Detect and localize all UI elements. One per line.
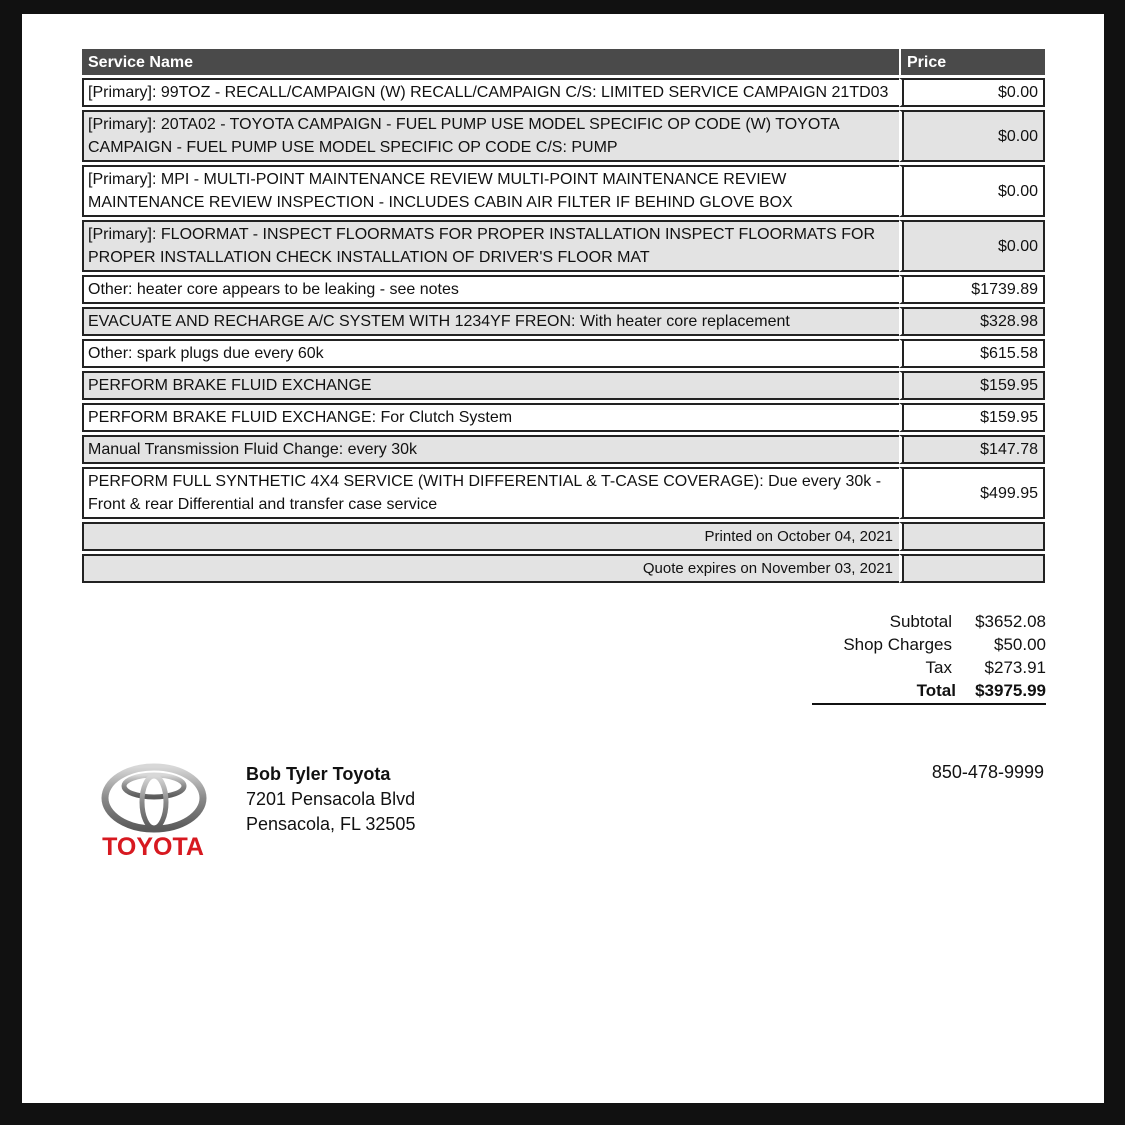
expiry-date: Quote expires on November 03, 2021 bbox=[82, 554, 899, 583]
service-cell: EVACUATE AND RECHARGE A/C SYSTEM WITH 1234YF FREON: With heater core replacement bbox=[82, 307, 899, 336]
subtotal-row bbox=[812, 610, 1046, 633]
table-row bbox=[82, 467, 1045, 519]
table-row bbox=[82, 165, 1045, 217]
price-cell: $0.00 bbox=[899, 110, 1045, 162]
quote-sheet bbox=[22, 14, 1104, 1103]
expires-row bbox=[82, 554, 1045, 583]
empty-cell bbox=[899, 554, 1045, 583]
price-cell: $615.58 bbox=[899, 339, 1045, 368]
service-cell: [Primary]: MPI - MULTI-POINT MAINTENANCE REVIEW MULTI-POINT MAINTENANCE REVIEW MAINTENANCE REVIEW INSPECTION - INCLUDES CABIN AIR FILTER IF BEHIND GLOVE BOX bbox=[82, 165, 899, 217]
tax-value: $273.91 bbox=[984, 657, 1046, 677]
tax-label: Tax bbox=[925, 657, 952, 677]
price-cell: $159.95 bbox=[899, 371, 1045, 400]
service-cell: PERFORM FULL SYNTHETIC 4X4 SERVICE (WITH DIFFERENTIAL & T-CASE COVERAGE): Due every 30k - Front & rear Differential and transfer case service bbox=[82, 467, 899, 519]
price-cell: $0.00 bbox=[899, 220, 1045, 272]
tax-row bbox=[812, 656, 1046, 679]
service-cell: PERFORM BRAKE FLUID EXCHANGE bbox=[82, 371, 899, 400]
service-cell: Manual Transmission Fluid Change: every 30k bbox=[82, 435, 899, 464]
table-row bbox=[82, 403, 1045, 432]
price-cell: $499.95 bbox=[899, 467, 1045, 519]
service-cell: PERFORM BRAKE FLUID EXCHANGE: For Clutch System bbox=[82, 403, 899, 432]
service-name-header: Service Name bbox=[82, 49, 899, 75]
total-value: $3975.99 bbox=[975, 681, 1046, 700]
service-table bbox=[82, 46, 1045, 586]
price-cell: $147.78 bbox=[899, 435, 1045, 464]
table-row bbox=[82, 110, 1045, 162]
shop-charges-value: $50.00 bbox=[994, 634, 1046, 654]
price-cell: $328.98 bbox=[899, 307, 1045, 336]
service-cell: Other: heater core appears to be leaking - see notes bbox=[82, 275, 899, 304]
table-row bbox=[82, 220, 1045, 272]
table-row bbox=[82, 78, 1045, 107]
total-label: Total bbox=[916, 681, 956, 700]
toyota-logo bbox=[96, 762, 216, 862]
dealer-address-line2: Pensacola, FL 32505 bbox=[246, 814, 416, 834]
dealer-name: Bob Tyler Toyota bbox=[246, 764, 391, 784]
printed-date: Printed on October 04, 2021 bbox=[82, 522, 899, 551]
price-cell: $0.00 bbox=[899, 78, 1045, 107]
subtotal-label: Subtotal bbox=[889, 611, 952, 631]
dealer-phone: 850-478-9999 bbox=[931, 762, 1044, 782]
subtotal-value: $3652.08 bbox=[975, 611, 1046, 631]
table-row bbox=[82, 307, 1045, 336]
price-cell: $0.00 bbox=[899, 165, 1045, 217]
table-row bbox=[82, 371, 1045, 400]
table-header-row bbox=[82, 49, 1045, 75]
service-cell: [Primary]: 99TOZ - RECALL/CAMPAIGN (W) RECALL/CAMPAIGN C/S: LIMITED SERVICE CAMPAIGN 21TD03 bbox=[82, 78, 899, 107]
total-row bbox=[812, 679, 1046, 705]
service-cell: [Primary]: FLOORMAT - INSPECT FLOORMATS FOR PROPER INSTALLATION INSPECT FLOORMATS FOR PROPER INSTALLATION CHECK INSTALLATION OF DRIVER'S FLOOR MAT bbox=[82, 220, 899, 272]
printed-row bbox=[82, 522, 1045, 551]
table-row bbox=[82, 339, 1045, 368]
service-cell: [Primary]: 20TA02 - TOYOTA CAMPAIGN - FUEL PUMP USE MODEL SPECIFIC OP CODE (W) TOYOTA CAMPAIGN - FUEL PUMP USE MODEL SPECIFIC OP CODE C/S: PUMP bbox=[82, 110, 899, 162]
logo-wordmark: TOYOTA bbox=[102, 833, 204, 861]
table-row bbox=[82, 275, 1045, 304]
empty-cell bbox=[899, 522, 1045, 551]
service-cell: Other: spark plugs due every 60k bbox=[82, 339, 899, 368]
table-row bbox=[82, 435, 1045, 464]
dealer-info bbox=[246, 762, 415, 837]
price-cell: $1739.89 bbox=[899, 275, 1045, 304]
dealer-address-line1: 7201 Pensacola Blvd bbox=[246, 789, 416, 809]
price-cell: $159.95 bbox=[899, 403, 1045, 432]
shop-charges-row bbox=[812, 633, 1046, 656]
price-header: Price bbox=[899, 49, 1045, 75]
totals-block bbox=[812, 610, 1046, 705]
shop-charges-label: Shop Charges bbox=[843, 634, 952, 654]
